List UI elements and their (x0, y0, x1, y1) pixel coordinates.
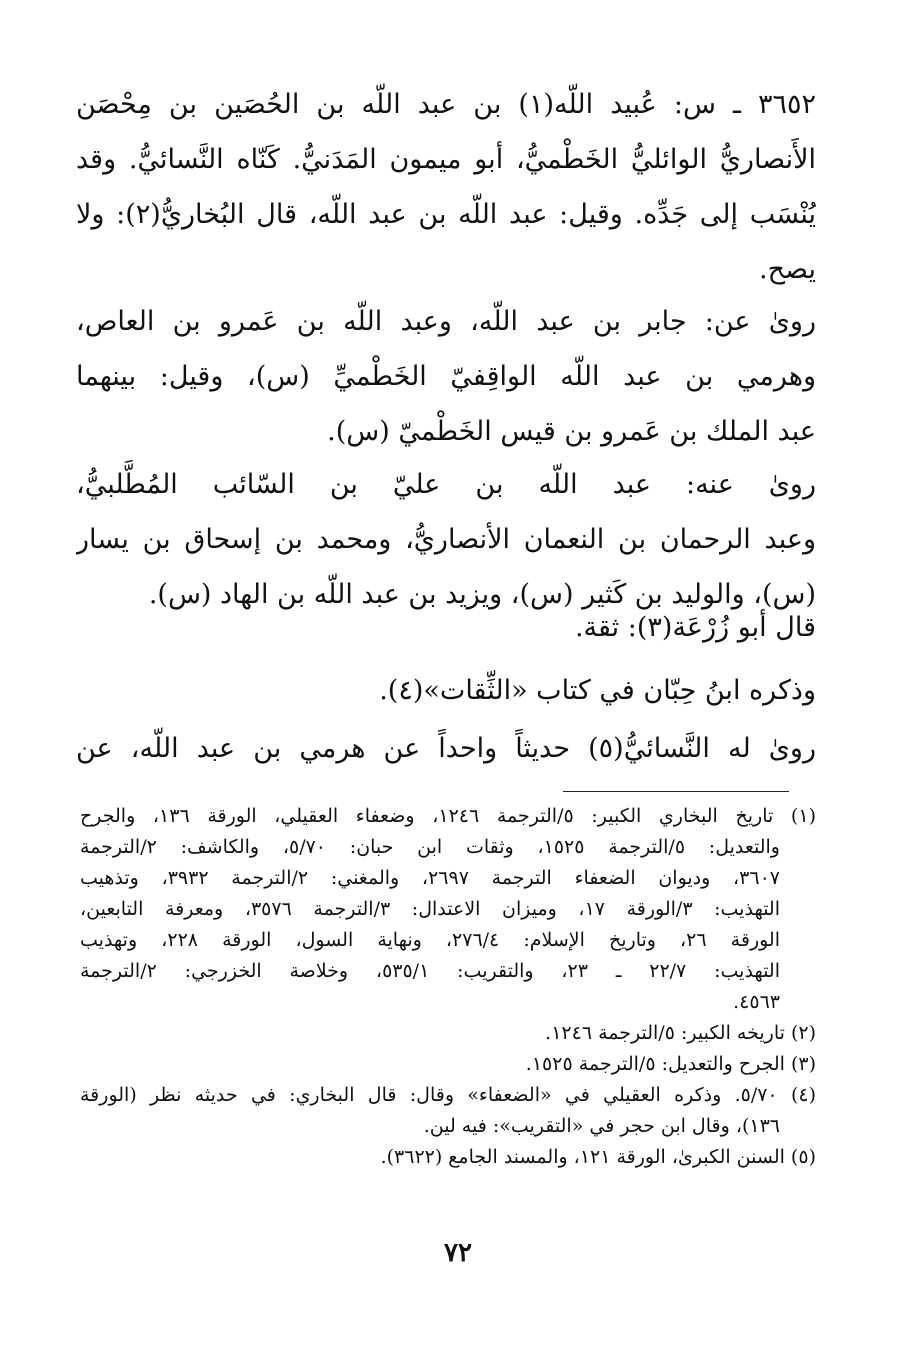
text-line: وهرمي بن عبد اللّه الواقِفيّ الخَطْميِّ (س)، وقيل: بينهما (76, 361, 816, 392)
footnote-line: ٣٦٠٧، وديوان الضعفاء الترجمة ٢٦٩٧، والمغني: ٢/الترجمة ٣٩٣٢، وتذهيب (80, 867, 780, 889)
footnote-line: (١) تاريخ البخاري الكبير: ٥/الترجمة ١٢٤٦، وضعفاء العقيلي، الورقة ١٣٦، والجرح (80, 805, 816, 827)
ibn-hibban-paragraph (76, 663, 816, 718)
text-line: روىٰ عن: جابر بن عبد اللّه، وعبد اللّه بن عَمرو بن العاص، (76, 306, 816, 337)
text-line: قال أبو زُرْعَة(٣): ثقة. (574, 612, 816, 643)
footnote-line: التهذيب: ٢٢/٧ ـ ٢٣، والتقريب: ٥٣٥/١، وخلاصة الخزرجي: ٢/الترجمة (80, 960, 780, 982)
text-line: الأَنصاريُّ الوائليُّ الخَطْميُّ، أبو ميمون المَدَنيُّ. كَنّاه النَّسائيُّ. وقد (76, 144, 816, 175)
narrated-from-paragraph (76, 294, 816, 459)
entry-heading-paragraph (76, 77, 816, 297)
footnote-4 (80, 1080, 816, 1142)
footnotes (80, 801, 816, 1173)
text-line: روىٰ عنه: عبد اللّه بن عليّ بن السّائب المُطَّلبيُّ، (76, 469, 816, 500)
footnote-line: (٤) ٥/٧٠. وذكره العقيلي في «الضعفاء» وقال: قال البخاري: في حديثه نظر (الورقة (80, 1084, 816, 1106)
text-line: (س)، والوليد بن كَثير (س)، ويزيد بن عبد اللّه بن الهاد (س). (148, 579, 816, 610)
footnote-separator (563, 791, 789, 792)
footnote-line: ٤٥٦٣. (733, 991, 780, 1013)
text-line: ٣٦٥٢ ـ س: عُبيد اللّه(١) بن عبد اللّه بن الحُصَين بن مِحْصَن (76, 89, 816, 120)
text-line: يصح. (759, 254, 816, 285)
footnote-5 (80, 1142, 816, 1173)
page-number: ٧٢ (444, 1238, 472, 1268)
footnote-2 (80, 1018, 816, 1049)
text-line: يُنْسَب إلى جَدِّه. وقيل: عبد اللّه بن عبد اللّه، قال البُخاريُّ(٢): ولا (76, 199, 816, 230)
text-line: وذكره ابنُ حِبّان في كتاب «الثِّقات»(٤). (379, 675, 816, 706)
footnote-line: (٢) تاريخه الكبير: ٥/الترجمة ١٢٤٦. (545, 1022, 816, 1044)
text-line: عبد الملك بن عَمرو بن قيس الخَطْميّ (س). (327, 416, 816, 447)
text-line: وعبد الرحمان بن النعمان الأنصاريُّ، ومحمد بن إسحاق بن يسار (76, 524, 816, 555)
footnote-line: والتعديل: ٥/الترجمة ١٥٢٥، وثقات ابن حبان: ٥/٧٠، والكاشف: ٢/الترجمة (80, 836, 780, 858)
footnote-line: (٣) الجرح والتعديل: ٥/الترجمة ١٥٢٥. (525, 1053, 816, 1075)
abu-zura-paragraph (76, 600, 816, 655)
footnote-line: الورقة ٢٦، وتاريخ الإسلام: ٢٧٦/٤، ونهاية السول، الورقة ٢٢٨، وتهذيب (80, 929, 781, 951)
footnote-line: التهذيب: ٣/الورقة ١٧، وميزان الاعتدال: ٣/الترجمة ٣٥٧٦، ومعرفة التابعين، (80, 898, 780, 920)
footnote-line: ١٣٦)، وقال ابن حجر في «التقريب»: فيه لين. (423, 1115, 780, 1137)
text-line: روىٰ له النَّسائيُّ(٥) حديثاً واحداً عن هرمي بن عبد اللّه، عن (76, 733, 816, 764)
footnote-1 (80, 801, 816, 1018)
narrated-by-paragraph (76, 457, 816, 622)
footnote-3 (80, 1049, 816, 1080)
nasai-paragraph (76, 721, 816, 776)
footnote-line: (٥) السنن الكبرىٰ، الورقة ١٢١، والمسند الجامع (٣٦٢٢). (380, 1146, 816, 1168)
